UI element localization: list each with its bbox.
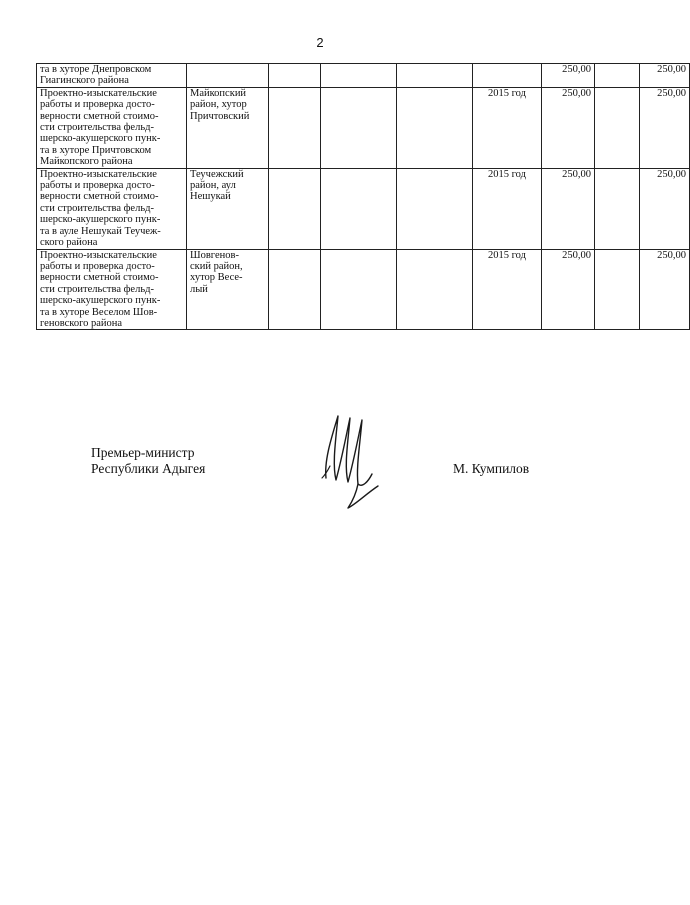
table-row: [37, 64, 690, 88]
cell-location-line: район, аул: [190, 180, 236, 192]
cell-location-line: Майкопский: [190, 87, 247, 99]
cell-amount-total: 250,00: [542, 168, 595, 249]
cell-empty: [397, 249, 473, 330]
cell-description: [37, 168, 187, 249]
cell-description-line: работы и проверка досто-: [40, 99, 155, 111]
cell-location-line: Нешукай: [190, 191, 231, 203]
signer-title: [91, 445, 205, 477]
cell-description-line: та в ауле Нешукай Теучеж-: [40, 225, 161, 237]
cell-empty: [595, 249, 640, 330]
cell-location: [187, 64, 269, 88]
budget-table: [36, 63, 690, 330]
cell-description-line: та в хуторе Причтовском: [40, 144, 152, 156]
page-number: 2: [316, 35, 324, 50]
table-row: [37, 249, 690, 330]
cell-description-line: верности сметной стоимо-: [40, 272, 159, 284]
cell-description-line: геновского района: [40, 317, 123, 329]
cell-description-line: сти строительства фельд-: [40, 122, 154, 134]
cell-location-line: Шовгенов-: [190, 249, 239, 261]
cell-empty: [397, 87, 473, 168]
cell-description-line: работы и проверка досто-: [40, 180, 155, 192]
signer-title-line2: Республики Адыгея: [91, 461, 206, 476]
cell-amount-total: 250,00: [542, 249, 595, 330]
cell-amount: 250,00: [640, 168, 690, 249]
cell-description-line: Гиагинского района: [40, 75, 129, 87]
cell-description-line: верности сметной стоимо-: [40, 110, 159, 122]
cell-description-line: Проектно-изыскательские: [40, 168, 157, 180]
cell-empty: [269, 249, 321, 330]
handwritten-signature: [312, 408, 392, 518]
cell-location-line: Теучежский: [190, 168, 244, 180]
cell-location-line: район, хутор: [190, 99, 247, 111]
cell-year: 2015 год: [473, 87, 542, 168]
cell-empty: [595, 64, 640, 88]
cell-description: [37, 249, 187, 330]
cell-amount: 250,00: [640, 87, 690, 168]
cell-description-line: работы и проверка досто-: [40, 260, 155, 272]
cell-description-line: сти строительства фельд-: [40, 283, 154, 295]
cell-description: [37, 87, 187, 168]
table-row: [37, 87, 690, 168]
cell-empty: [321, 249, 397, 330]
cell-amount-total: 250,00: [542, 87, 595, 168]
cell-location: [187, 87, 269, 168]
table-row: [37, 168, 690, 249]
cell-empty: [397, 168, 473, 249]
cell-description-line: шерско-акушерского пунк-: [40, 133, 161, 145]
cell-amount: 250,00: [640, 249, 690, 330]
cell-description-line: ского района: [40, 237, 98, 249]
cell-year: 2015 год: [473, 249, 542, 330]
cell-description-line: Проектно-изыскательские: [40, 249, 157, 261]
cell-empty: [269, 87, 321, 168]
cell-empty: [321, 87, 397, 168]
cell-location-line: хутор Весе-: [190, 272, 243, 284]
cell-description-line: та в хуторе Веселом Шов-: [40, 306, 158, 318]
cell-description: [37, 64, 187, 88]
cell-description-line: сти строительства фельд-: [40, 202, 154, 214]
cell-empty: [321, 64, 397, 88]
signer-title-line1: Премьер-министр: [91, 445, 195, 460]
cell-description-line: Проектно-изыскательские: [40, 87, 157, 99]
cell-empty: [397, 64, 473, 88]
cell-description-line: та в хуторе Днепровском: [40, 64, 152, 75]
cell-empty: [595, 87, 640, 168]
cell-location-line: лый: [190, 283, 208, 295]
cell-year: 2015 год: [473, 168, 542, 249]
cell-empty: [269, 168, 321, 249]
cell-amount-total: 250,00: [542, 64, 595, 88]
cell-amount: 250,00: [640, 64, 690, 88]
cell-description-line: верности сметной стоимо-: [40, 191, 159, 203]
cell-location-line: Причтовский: [190, 110, 250, 122]
cell-description-line: шерско-акушерского пунк-: [40, 295, 161, 307]
cell-empty: [321, 168, 397, 249]
cell-location: [187, 168, 269, 249]
cell-year: [473, 64, 542, 88]
cell-empty: [595, 168, 640, 249]
cell-description-line: шерско-акушерского пунк-: [40, 214, 161, 226]
cell-location-line: ский район,: [190, 260, 243, 272]
signer-name: М. Кумпилов: [453, 461, 530, 476]
cell-empty: [269, 64, 321, 88]
cell-description-line: Майкопского района: [40, 156, 133, 168]
cell-location: [187, 249, 269, 330]
